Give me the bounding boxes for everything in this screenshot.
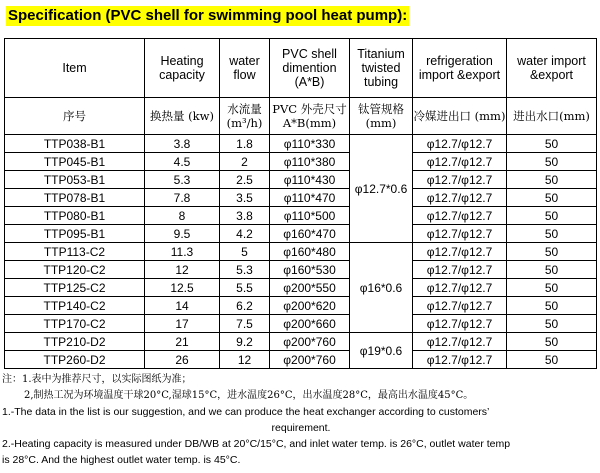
cell-flow: 1.8 xyxy=(220,135,270,153)
notes xyxy=(2,372,600,468)
cell-tubing: φ16*0.6 xyxy=(350,243,413,333)
cell-water: 50 xyxy=(507,153,597,171)
col-header-water-cn: 进出水口(mm) xyxy=(507,98,597,135)
cell-capacity: 5.3 xyxy=(145,171,220,189)
cell-refrigeration: φ12.7/φ12.7 xyxy=(413,279,507,297)
cell-flow: 5 xyxy=(220,243,270,261)
cell-water: 50 xyxy=(507,207,597,225)
cell-refrigeration: φ12.7/φ12.7 xyxy=(413,243,507,261)
cell-capacity: 3.8 xyxy=(145,135,220,153)
cell-water: 50 xyxy=(507,261,597,279)
cell-flow: 5.5 xyxy=(220,279,270,297)
cell-item: TTP038-B1 xyxy=(5,135,145,153)
cell-capacity: 17 xyxy=(145,315,220,333)
cell-flow: 2.5 xyxy=(220,171,270,189)
cell-capacity: 7.8 xyxy=(145,189,220,207)
cell-item: TTP095-B1 xyxy=(5,225,145,243)
cell-refrigeration: φ12.7/φ12.7 xyxy=(413,171,507,189)
table-row xyxy=(5,315,597,333)
cell-water: 50 xyxy=(507,135,597,153)
cell-refrigeration: φ12.7/φ12.7 xyxy=(413,297,507,315)
table-row xyxy=(5,351,597,369)
col-header-capacity: Heating capacity xyxy=(145,39,220,98)
cell-dimension: φ200*550 xyxy=(270,279,350,297)
cell-water: 50 xyxy=(507,171,597,189)
col-header-flow-cn: 水流量 (m³/h) xyxy=(220,98,270,135)
col-header-dimension-cn: PVC 外壳尺寸 A*B(mm) xyxy=(270,98,350,135)
col-header-water: water import &export xyxy=(507,39,597,98)
cell-tubing: φ19*0.6 xyxy=(350,333,413,369)
col-header-refrigeration-cn: 冷媒进出口 (mm) xyxy=(413,98,507,135)
cell-capacity: 4.5 xyxy=(145,153,220,171)
cell-item: TTP053-B1 xyxy=(5,171,145,189)
table-row xyxy=(5,189,597,207)
col-header-flow: water flow xyxy=(220,39,270,98)
cell-refrigeration: φ12.7/φ12.7 xyxy=(413,225,507,243)
col-header-capacity-cn: 换热量 (kw) xyxy=(145,98,220,135)
cell-water: 50 xyxy=(507,333,597,351)
note-en-2-cont: is 28°C. And the highest outlet water temp. is 45°C. xyxy=(2,454,241,466)
cell-item: TTP140-C2 xyxy=(5,297,145,315)
cell-flow: 3.8 xyxy=(220,207,270,225)
note-en-1: 1.-The data in the list is our suggestion, and we can produce the heat exchanger according to customers’ xyxy=(2,406,490,418)
col-header-tubing-cn: 钛管规格 (mm) xyxy=(350,98,413,135)
cell-water: 50 xyxy=(507,279,597,297)
cell-dimension: φ110*380 xyxy=(270,153,350,171)
cell-flow: 2 xyxy=(220,153,270,171)
cell-dimension: φ200*620 xyxy=(270,297,350,315)
cell-refrigeration: φ12.7/φ12.7 xyxy=(413,315,507,333)
cell-flow: 4.2 xyxy=(220,225,270,243)
cell-dimension: φ200*760 xyxy=(270,333,350,351)
note-cn-2: 2,制热工况为环境温度干球20°C,湿球15°C，进水温度26°C，出水温度28°C，最高出水温度45°C。 xyxy=(24,390,474,401)
col-header-item: Item xyxy=(5,39,145,98)
col-header-tubing: Titanium twisted tubing xyxy=(350,39,413,98)
cell-capacity: 14 xyxy=(145,297,220,315)
table-row xyxy=(5,333,597,351)
cell-refrigeration: φ12.7/φ12.7 xyxy=(413,261,507,279)
cell-capacity: 9.5 xyxy=(145,225,220,243)
col-header-refrigeration: refrigeration import &export xyxy=(413,39,507,98)
cell-refrigeration: φ12.7/φ12.7 xyxy=(413,189,507,207)
cell-item: TTP080-B1 xyxy=(5,207,145,225)
note-en-2: 2.-Heating capacity is measured under DB/WB at 20°C/15°C, and inlet water temp. is 26°C, outlet water temp xyxy=(2,438,511,450)
cell-flow: 12 xyxy=(220,351,270,369)
cell-item: TTP078-B1 xyxy=(5,189,145,207)
cell-item: TTP120-C2 xyxy=(5,261,145,279)
cell-refrigeration: φ12.7/φ12.7 xyxy=(413,207,507,225)
header-row-en xyxy=(5,39,597,98)
cell-dimension: φ200*760 xyxy=(270,351,350,369)
cell-tubing: φ12.7*0.6 xyxy=(350,135,413,243)
cell-water: 50 xyxy=(507,189,597,207)
cell-refrigeration: φ12.7/φ12.7 xyxy=(413,333,507,351)
cell-capacity: 8 xyxy=(145,207,220,225)
cell-water: 50 xyxy=(507,243,597,261)
table-row xyxy=(5,207,597,225)
cell-refrigeration: φ12.7/φ12.7 xyxy=(413,153,507,171)
table-row xyxy=(5,297,597,315)
cell-item: TTP170-C2 xyxy=(5,315,145,333)
cell-capacity: 21 xyxy=(145,333,220,351)
cell-dimension: φ160*480 xyxy=(270,243,350,261)
cell-water: 50 xyxy=(507,315,597,333)
cell-dimension: φ110*430 xyxy=(270,171,350,189)
cell-item: TTP125-C2 xyxy=(5,279,145,297)
cell-flow: 9.2 xyxy=(220,333,270,351)
cell-flow: 6.2 xyxy=(220,297,270,315)
cell-dimension: φ110*330 xyxy=(270,135,350,153)
spec-table xyxy=(4,38,597,369)
cell-dimension: φ110*470 xyxy=(270,189,350,207)
table-row xyxy=(5,279,597,297)
note-cn-1: 注：1.表中为推荐尺寸，以实际图纸为准； xyxy=(2,374,192,385)
cell-refrigeration: φ12.7/φ12.7 xyxy=(413,351,507,369)
cell-water: 50 xyxy=(507,351,597,369)
page-title: Specification (PVC shell for swimming pool heat pump): xyxy=(8,7,408,24)
cell-dimension: φ110*500 xyxy=(270,207,350,225)
cell-flow: 5.3 xyxy=(220,261,270,279)
cell-item: TTP260-D2 xyxy=(5,351,145,369)
cell-dimension: φ160*530 xyxy=(270,261,350,279)
cell-capacity: 11.3 xyxy=(145,243,220,261)
cell-item: TTP113-C2 xyxy=(5,243,145,261)
cell-item: TTP045-B1 xyxy=(5,153,145,171)
note-en-1-cont: requirement. xyxy=(271,422,331,434)
cell-item: TTP210-D2 xyxy=(5,333,145,351)
cell-water: 50 xyxy=(507,297,597,315)
col-header-item-cn: 序号 xyxy=(5,98,145,135)
header-row-cn xyxy=(5,98,597,135)
cell-flow: 3.5 xyxy=(220,189,270,207)
col-header-dimension: PVC shell dimention (A*B) xyxy=(270,39,350,98)
cell-dimension: φ200*660 xyxy=(270,315,350,333)
cell-dimension: φ160*470 xyxy=(270,225,350,243)
cell-flow: 7.5 xyxy=(220,315,270,333)
table-row xyxy=(5,243,597,261)
table-row xyxy=(5,171,597,189)
cell-capacity: 12.5 xyxy=(145,279,220,297)
cell-refrigeration: φ12.7/φ12.7 xyxy=(413,135,507,153)
table-row xyxy=(5,225,597,243)
cell-water: 50 xyxy=(507,225,597,243)
cell-capacity: 12 xyxy=(145,261,220,279)
table-row xyxy=(5,261,597,279)
table-row xyxy=(5,153,597,171)
table-row xyxy=(5,135,597,153)
cell-capacity: 26 xyxy=(145,351,220,369)
